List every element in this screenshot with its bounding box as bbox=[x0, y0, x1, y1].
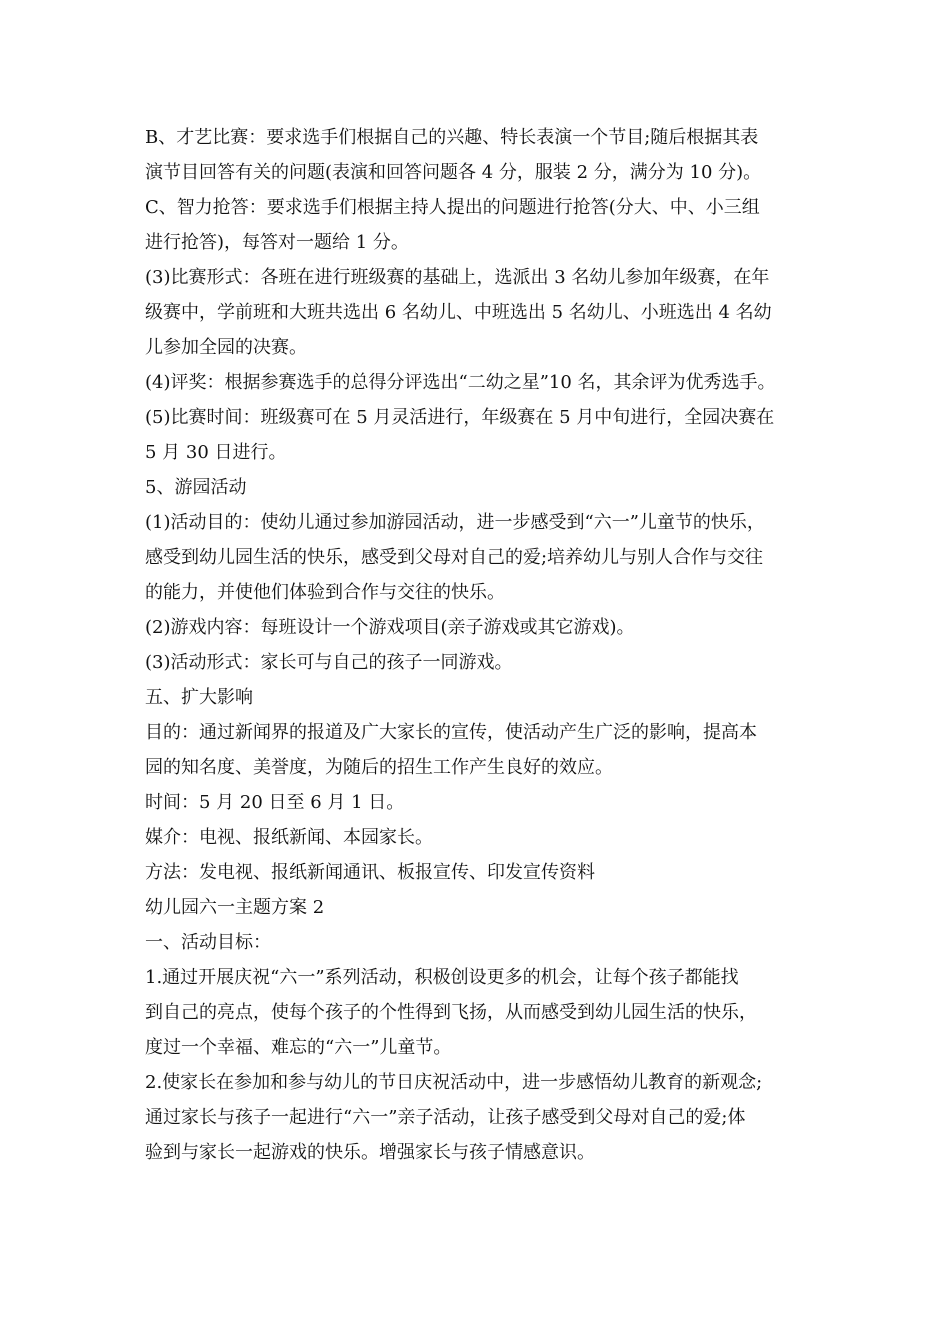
text-line: C、智力抢答：要求选手们根据主持人提出的问题进行抢答(分大、中、小三组 bbox=[145, 197, 760, 218]
text-line: 1.通过开展庆祝“六一”系列活动，积极创设更多的机会，让每个孩子都能找 bbox=[145, 967, 739, 988]
document-title: 幼儿园六一主题方案 2 bbox=[145, 897, 325, 918]
text-line: 儿参加全园的决赛。 bbox=[145, 337, 307, 358]
document-page bbox=[145, 120, 815, 1170]
text-line: (1)活动目的：使幼儿通过参加游园活动，进一步感受到“六一”儿童节的快乐， bbox=[145, 512, 765, 533]
section-heading: 5、游园活动 bbox=[145, 477, 247, 498]
section-heading: 五、扩大影响 bbox=[145, 687, 253, 708]
text-line: 方法：发电视、报纸新闻通讯、板报宣传、印发宣传资料 bbox=[145, 862, 595, 883]
text-line: (3)活动形式：家长可与自己的孩子一同游戏。 bbox=[145, 652, 513, 673]
text-line: (4)评奖：根据参赛选手的总得分评选出“二幼之星”10 名，其余评为优秀选手。 bbox=[145, 372, 776, 393]
text-line: 验到与家长一起游戏的快乐。增强家长与孩子情感意识。 bbox=[145, 1142, 595, 1163]
text-line: 2.使家长在参加和参与幼儿的节日庆祝活动中，进一步感悟幼儿教育的新观念; bbox=[145, 1072, 763, 1093]
text-line: 级赛中，学前班和大班共选出 6 名幼儿、中班选出 5 名幼儿、小班选出 4 名幼 bbox=[145, 302, 772, 323]
text-line: 5 月 30 日进行。 bbox=[145, 442, 287, 463]
text-line: 进行抢答)，每答对一题给 1 分。 bbox=[145, 232, 409, 253]
text-line: 度过一个幸福、难忘的“六一”儿童节。 bbox=[145, 1037, 452, 1058]
text-line: 媒介：电视、报纸新闻、本园家长。 bbox=[145, 827, 433, 848]
text-line: 演节目回答有关的问题(表演和回答问题各 4 分，服装 2 分，满分为 10 分)。 bbox=[145, 162, 762, 183]
text-line: 园的知名度、美誉度，为随后的招生工作产生良好的效应。 bbox=[145, 757, 613, 778]
text-line: (5)比赛时间：班级赛可在 5 月灵活进行，年级赛在 5 月中旬进行，全园决赛在 bbox=[145, 407, 775, 428]
text-line: 感受到幼儿园生活的快乐，感受到父母对自己的爱;培养幼儿与别人合作与交往 bbox=[145, 547, 764, 568]
text-line: (3)比赛形式：各班在进行班级赛的基础上，选派出 3 名幼儿参加年级赛，在年 bbox=[145, 267, 770, 288]
section-heading: 一、活动目标： bbox=[145, 932, 271, 953]
text-line: 的能力，并使他们体验到合作与交往的快乐。 bbox=[145, 582, 505, 603]
text-line: 目的：通过新闻界的报道及广大家长的宣传，使活动产生广泛的影响，提高本 bbox=[145, 722, 757, 743]
text-line: 时间：5 月 20 日至 6 月 1 日。 bbox=[145, 792, 405, 813]
text-line: 到自己的亮点，使每个孩子的个性得到飞扬，从而感受到幼儿园生活的快乐， bbox=[145, 1002, 757, 1023]
text-line: (2)游戏内容：每班设计一个游戏项目(亲子游戏或其它游戏)。 bbox=[145, 617, 635, 638]
text-line: 通过家长与孩子一起进行“六一”亲子活动，让孩子感受到父母对自己的爱;体 bbox=[145, 1107, 746, 1128]
text-line: B、才艺比赛：要求选手们根据自己的兴趣、特长表演一个节目;随后根据其表 bbox=[145, 127, 759, 148]
